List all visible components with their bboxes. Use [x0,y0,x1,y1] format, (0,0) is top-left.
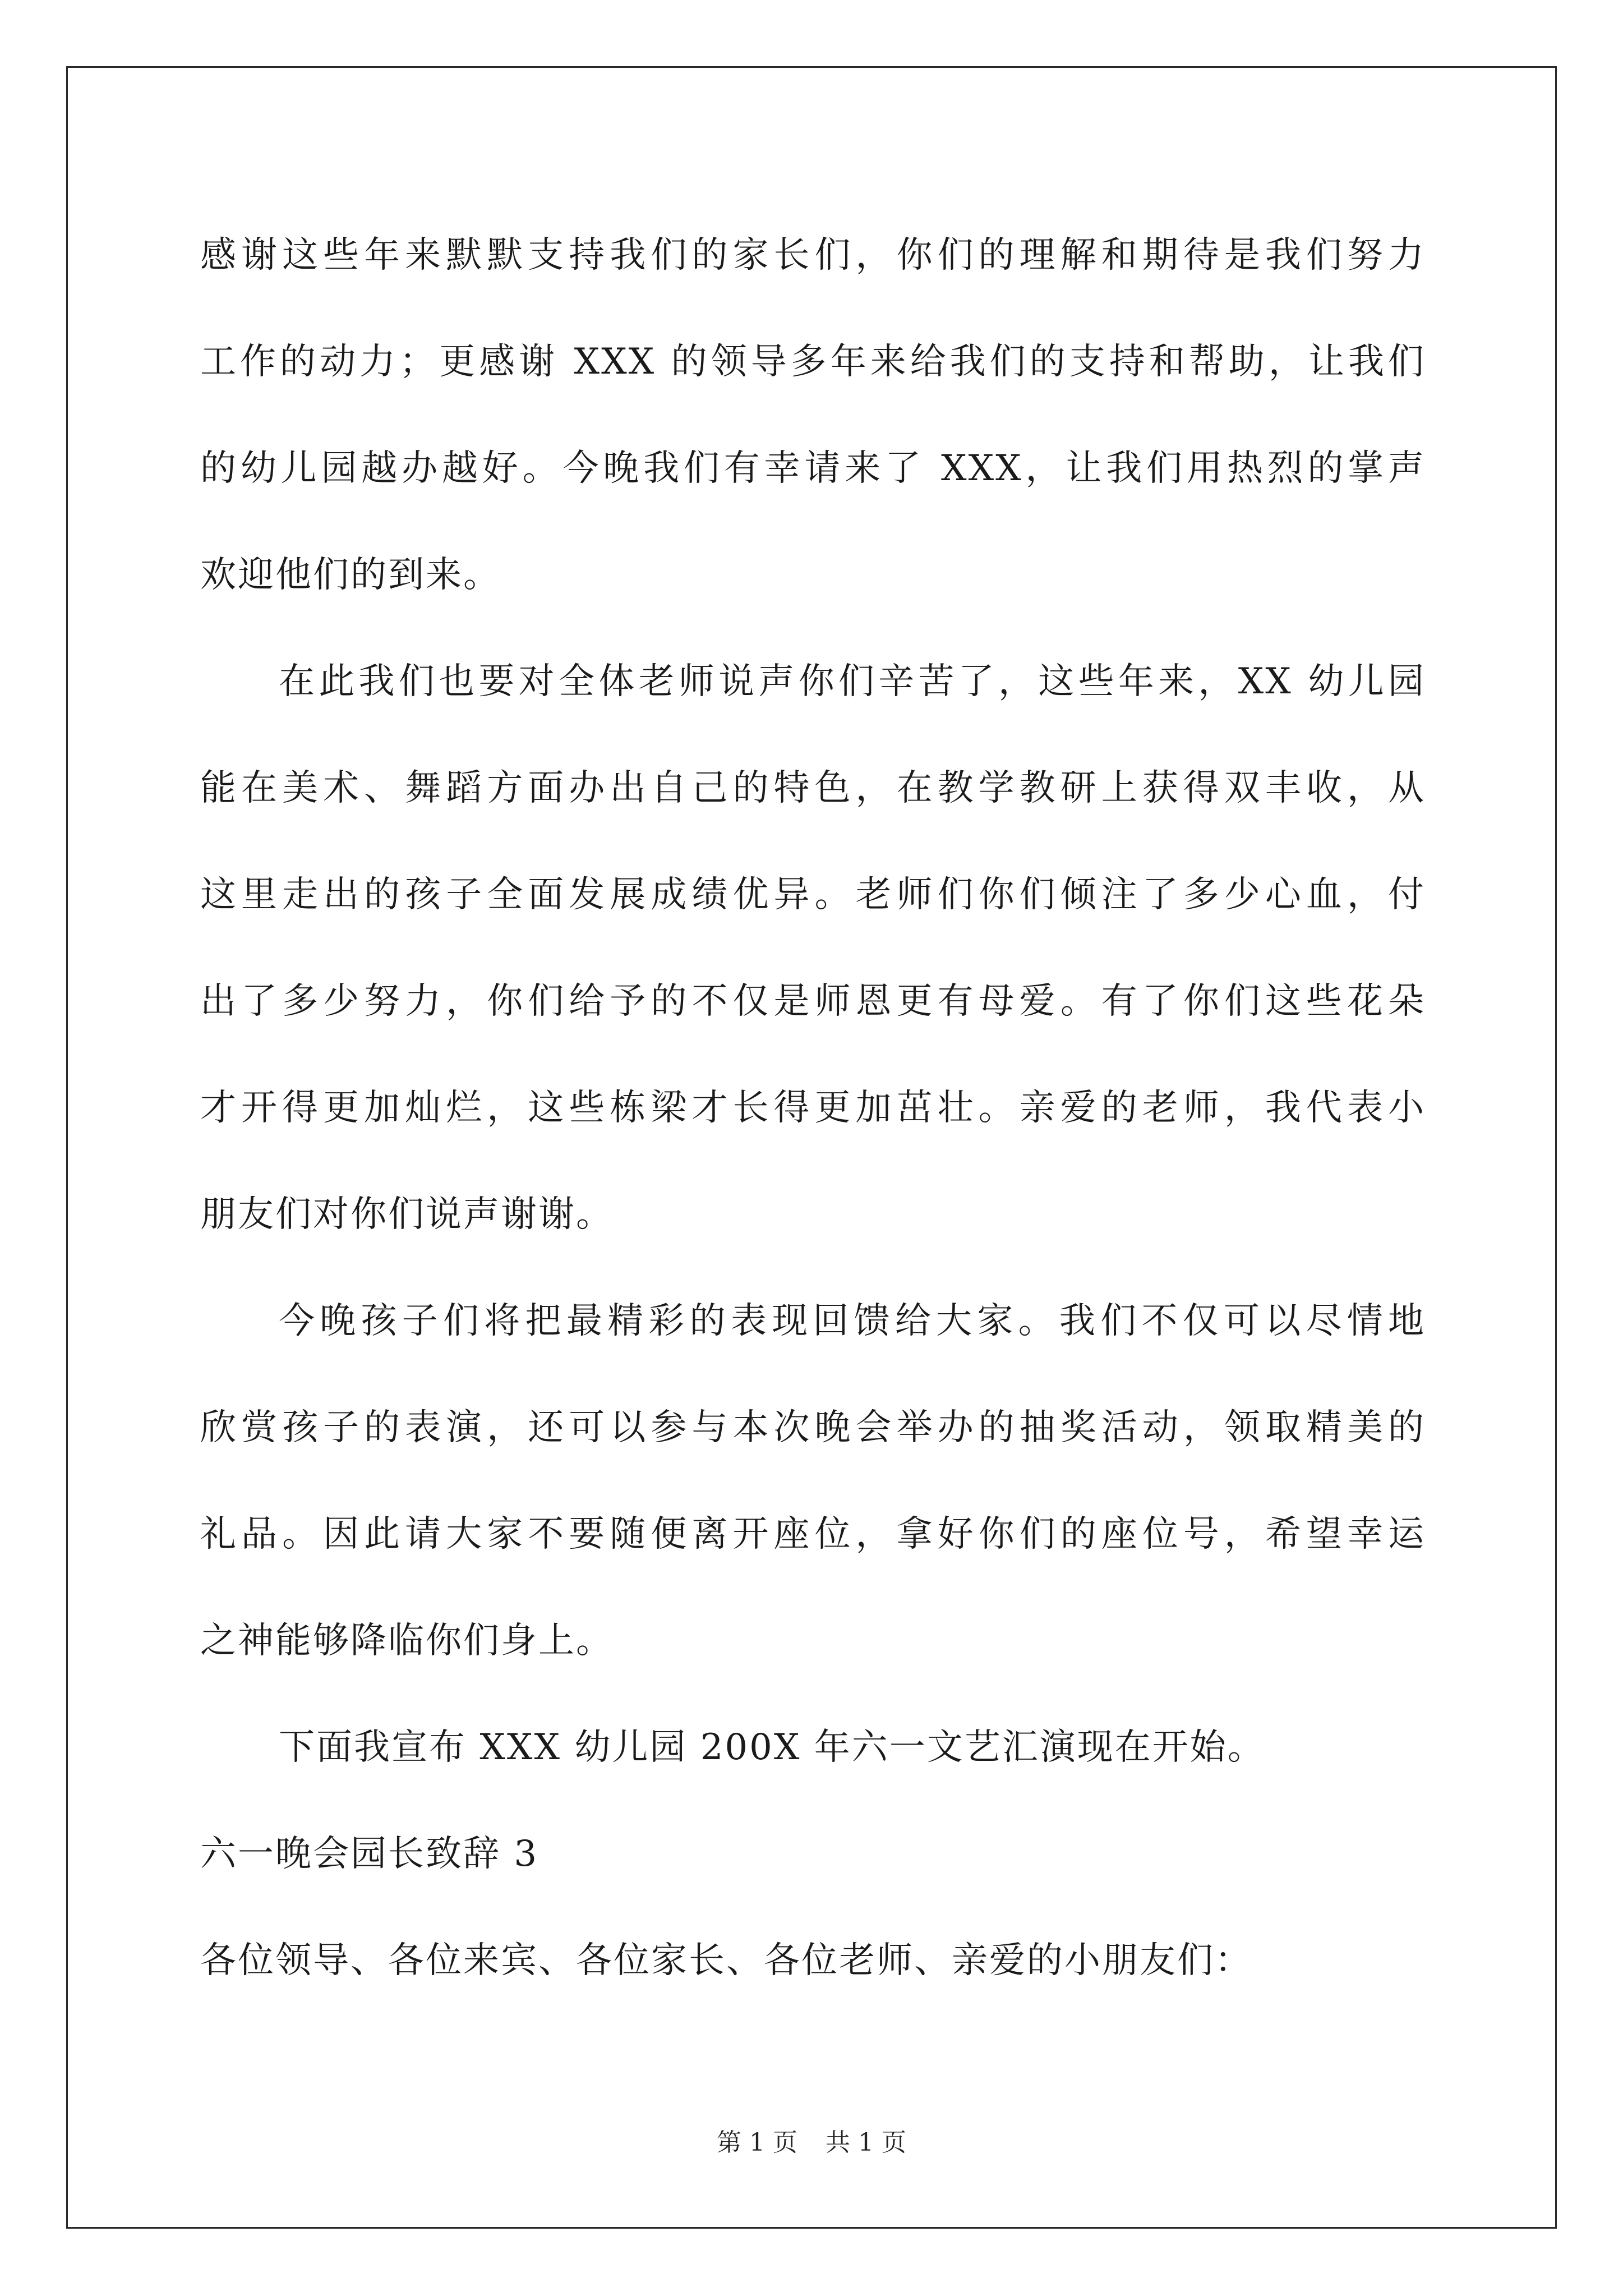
paragraph-line: 欣赏孩子的表演，还可以参与本次晚会举办的抽奖活动，领取精美的 [200,1407,1426,1448]
paragraph-line: 感谢这些年来默默支持我们的家长们，你们的理解和期待是我们努力 [200,234,1426,276]
page-total: 共 1 页 [826,2128,906,2157]
paragraph-line: 朋友们对你们说声谢谢。 [200,1194,614,1235]
paragraph-line: 工作的动力；更感谢 XXX 的领导多年来给我们的支持和帮助，让我们 [200,341,1426,383]
paragraph-line: 才开得更加灿烂，这些栋梁才长得更加茁壮。亲爱的老师，我代表小 [200,1087,1426,1129]
paragraph-line: 的幼儿园越办越好。今晚我们有幸请来了 XXX，让我们用热烈的掌声 [200,448,1426,489]
page-number: 第 1 页 [717,2128,797,2157]
paragraph-line: 出了多少努力，你们给予的不仅是师恩更有母爱。有了你们这些花朵 [200,981,1426,1022]
page-footer [0,2126,1623,2160]
salutation-line: 各位领导、各位来宾、各位家长、各位老师、亲爱的小朋友们： [200,1940,1252,1981]
section-heading: 六一晚会园长致辞 3 [200,1833,539,1875]
paragraph-line: 能在美术、舞蹈方面办出自己的特色，在教学教研上获得双丰收，从 [200,767,1426,809]
paragraph-line: 在此我们也要对全体老师说声你们辛苦了，这些年来，XX 幼儿园 [279,661,1426,702]
paragraph-line: 之神能够降临你们身上。 [200,1620,614,1662]
paragraph-line: 今晚孩子们将把最精彩的表现回馈给大家。我们不仅可以尽情地 [279,1300,1426,1342]
document-body [200,202,1426,2014]
paragraph-line: 礼品。因此请大家不要随便离开座位，拿好你们的座位号，希望幸运 [200,1513,1426,1555]
paragraph-line: 这里走出的孩子全面发展成绩优异。老师们你们倾注了多少心血，付 [200,874,1426,915]
paragraph-line: 下面我宣布 XXX 幼儿园 200X 年六一文艺汇演现在开始。 [279,1727,1265,1768]
paragraph-line: 欢迎他们的到来。 [200,554,501,596]
